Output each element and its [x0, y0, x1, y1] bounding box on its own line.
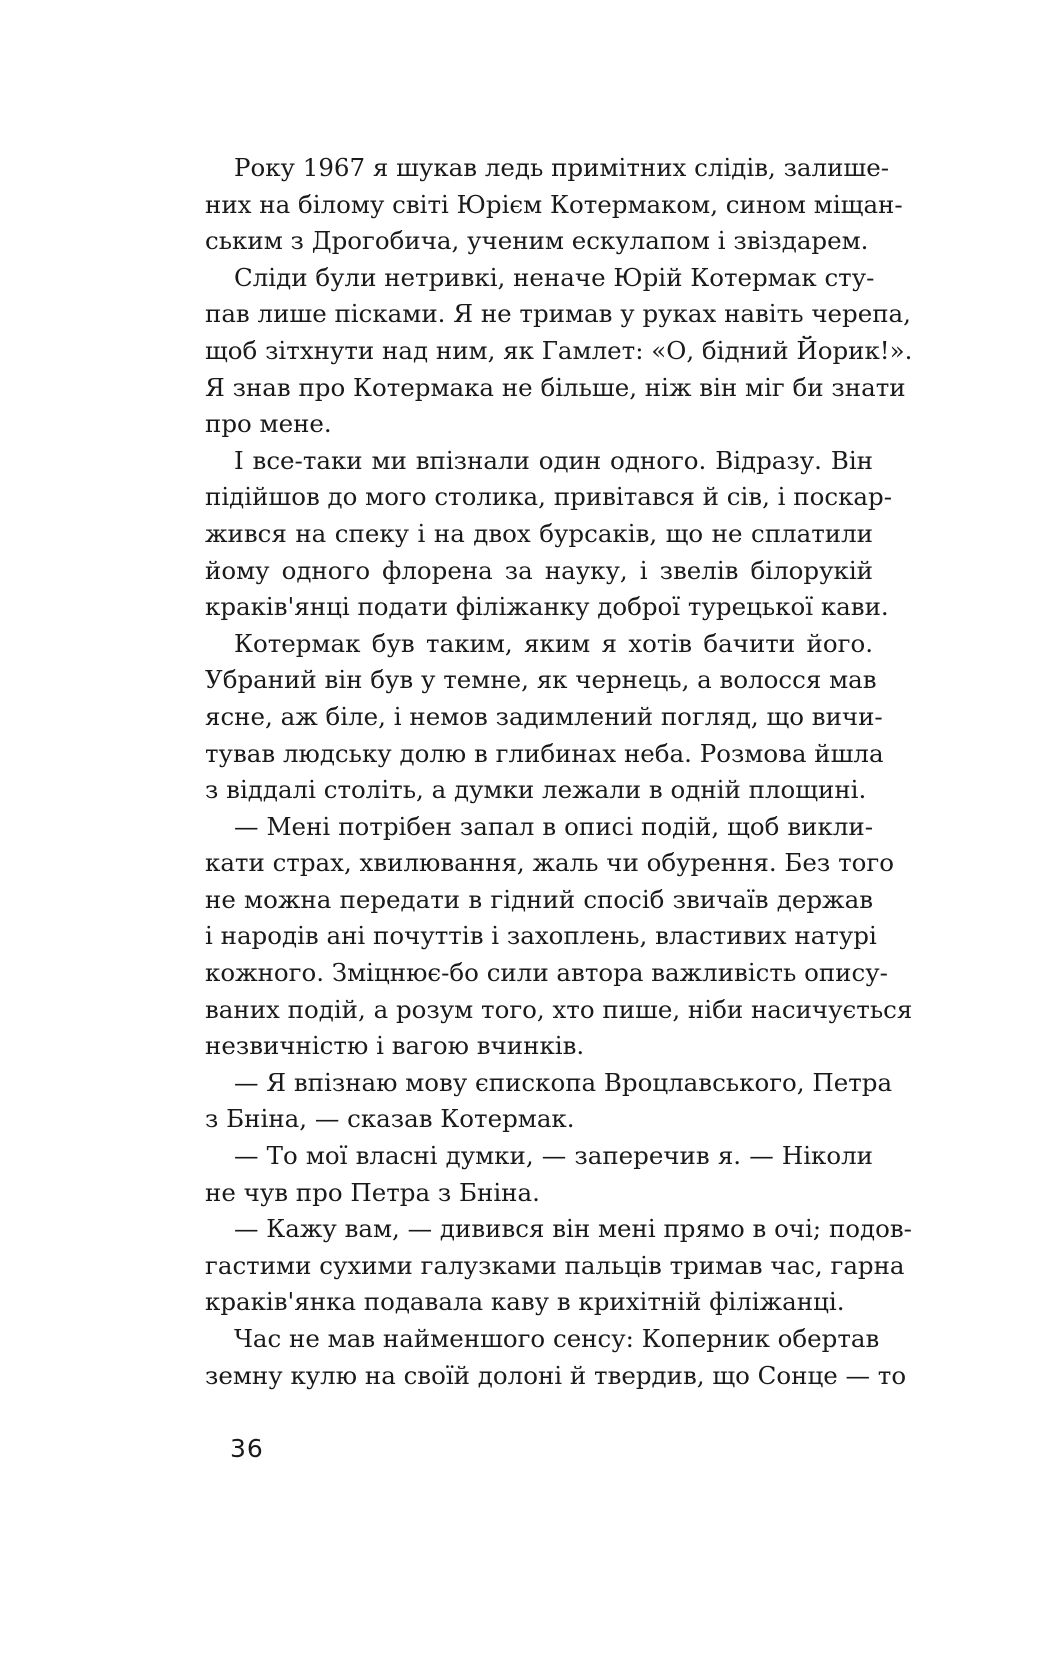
text-line: тував людську долю в глибинах неба. Розмова йшла — [205, 738, 884, 768]
text-line: ясне, аж біле, і немов задимлений погляд, що вичи- — [205, 701, 883, 731]
text-line: пав лише пісками. Я не тримав у руках навіть черепа, — [205, 299, 911, 329]
text-line: жився на спеку і на двох бурсаків, що не сплатили — [205, 518, 873, 548]
text-line: Убраний він був у темне, як чернець, а волосся мав — [205, 665, 877, 695]
text-line: них на білому світі Юрієм Котермаком, сином міщан- — [205, 189, 903, 219]
text-line: земну кулю на своїй долоні й твердив, що Сонце — то — [205, 1360, 907, 1390]
text-line: кати страх, хвилювання, жаль чи обурення. Без того — [205, 848, 894, 878]
text-line: не чув про Петра з Бніна. — [205, 1177, 540, 1207]
text-line: не можна передати в гідний спосіб звичаїв держав — [205, 884, 873, 914]
text-line: з віддалі століть, а думки лежали в одній площині. — [205, 775, 867, 805]
body-text — [205, 150, 913, 1394]
page-number: 36 — [230, 1434, 264, 1463]
text-line: — Мені потрібен запал в описі подій, щоб викли- — [234, 811, 873, 841]
text-line: Котермак був таким, яким я хотів бачити його. — [234, 628, 873, 658]
text-line: І все-таки ми впізнали один одного. Відразу. Він — [234, 445, 873, 475]
text-line: йому одного флорена за науку, і звелів білорукій — [205, 555, 873, 585]
text-line: краків'янка подавала каву в крихітній філіжанці. — [205, 1287, 845, 1317]
text-line: з Бніна, — сказав Котермак. — [205, 1104, 575, 1134]
text-line: ським з Дрогобича, ученим ескулапом і звіздарем. — [205, 226, 869, 256]
text-line: про мене. — [205, 409, 332, 439]
text-line: — Кажу вам, — дивився він мені прямо в очі; подов- — [234, 1214, 912, 1244]
text-line: — То мої власні думки, — заперечив я. — Ніколи — [234, 1141, 873, 1171]
text-line: щоб зітхнути над ним, як Гамлет: «О, бідний Йорик!». — [205, 335, 913, 365]
text-line: кожного. Зміцнює-бо сили автора важливість опису- — [205, 958, 888, 988]
text-line: і народів ані почуттів і захоплень, властивих натурі — [205, 921, 877, 951]
text-line: Час не мав найменшого сенсу: Коперник обертав — [234, 1324, 880, 1353]
text-line: ваних подій, а розум того, хто пише, ніби насичується — [205, 994, 913, 1024]
text-line: Сліди були нетривкі, неначе Юрій Котермак сту- — [234, 262, 875, 292]
text-line: підійшов до мого столика, привітався й сів, і поскар- — [205, 482, 892, 512]
text-line: гастими сухими галузками пальців тримав час, гарна — [205, 1250, 905, 1280]
text-line: Року 1967 я шукав ледь примітних слідів, залише- — [234, 153, 889, 182]
text-line: Я знав про Котермака не більше, ніж він міг би знати — [205, 372, 906, 402]
text-line: краків'янці подати філіжанку доброї турецької кави. — [205, 592, 889, 622]
text-line: незвичністю і вагою вчинків. — [205, 1031, 585, 1061]
text-line: — Я впізнаю мову єпископа Вроцлавського, Петра — [234, 1067, 893, 1097]
